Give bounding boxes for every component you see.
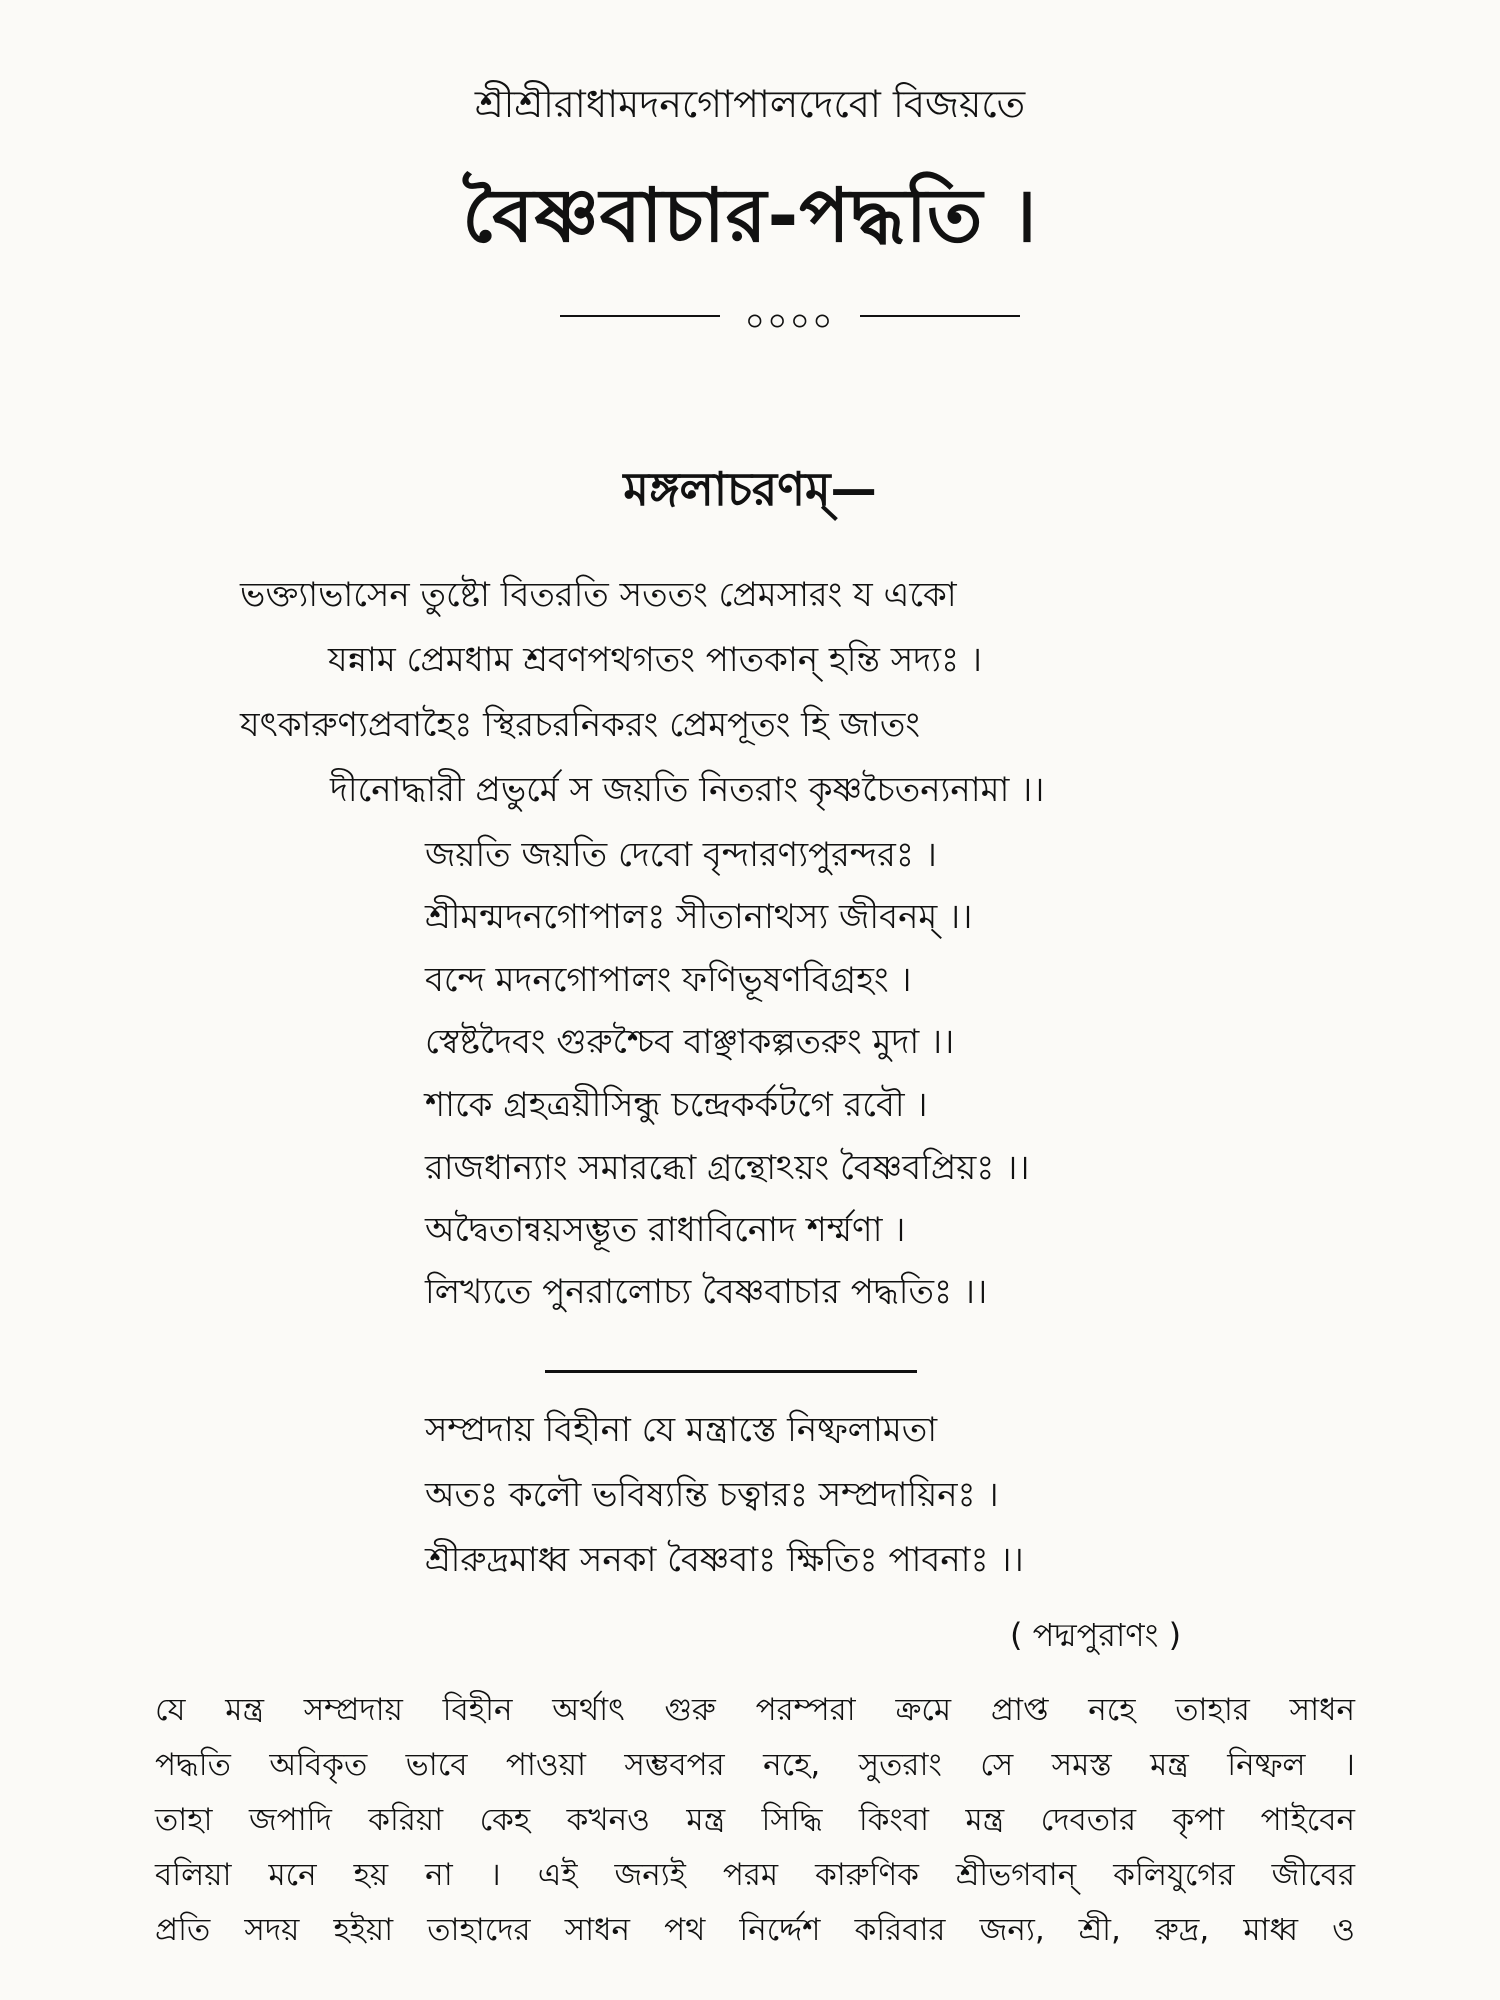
verse-line: শ্রীরুদ্রমাধ্ব সনকা বৈষ্ণবাঃ ক্ষিতিঃ পাবনাঃ ।।: [425, 1540, 1024, 1580]
verse-line: রাজধান্যাং সমারব্ধো গ্রন্থোঽয়ং বৈষ্ণবপ্রিয়ঃ ।।: [425, 1148, 1030, 1188]
verse-line: অতঃ কলৌ ভবিষ্যন্তি চত্বারঃ সম্প্রদায়িনঃ ।: [425, 1475, 999, 1515]
verse-line: জয়তি জয়তি দেবো বৃন্দারণ্যপুরন্দরঃ ।: [425, 835, 937, 875]
verse-line: যৎকারুণ্যপ্রবাহৈঃ স্থিরচরনিকরং প্রেমপূতং হি জাতং: [240, 705, 920, 745]
ornamental-divider: [560, 295, 1020, 339]
verse-line: দীনোদ্ধারী প্রভুর্মে স জয়তি নিতরাং কৃষ্ণচৈতন্যনামা ।।: [330, 770, 1045, 810]
section-divider: [545, 1370, 917, 1373]
verse-line: বন্দে মদনগোপালং ফণিভূষণবিগ্রহং ।: [425, 960, 912, 1000]
prose-line: পদ্ধতি অবিকৃত ভাবে পাওয়া সম্ভবপর নহে, সুতরাং সে সমস্ত মন্ত্র নিষ্ফল ।: [155, 1747, 1355, 1783]
prose-line: যে মন্ত্র সম্প্রদায় বিহীন অর্থাৎ গুরু পরম্পরা ক্রমে প্রাপ্ত নহে তাহার সাধন: [155, 1692, 1355, 1728]
verse-line: অদ্বৈতান্বয়সম্ভূত রাধাবিনোদ শর্ম্মণা ।: [425, 1210, 906, 1250]
invocation-line: শ্রীশ্রীরাধামদনগোপালদেবো বিজয়তে: [474, 82, 1026, 126]
verse-line: শাকে গ্রহত্রয়ীসিন্ধু চন্দ্রেকর্কটগে রবৌ ।: [425, 1085, 928, 1125]
ornament-left-rule: [560, 315, 720, 317]
verse-line: ভক্ত্যাভাসেন তুষ্টো বিতরতি সততং প্রেমসারং য একো: [240, 575, 957, 615]
ornament-circles: ০০০০: [744, 304, 836, 339]
ornament-right-rule: [860, 315, 1020, 317]
prose-line: বলিয়া মনে হয় না । এই জন্যই পরম কারুণিক শ্রীভগবান্ কলিযুগের জীবের: [155, 1857, 1355, 1893]
verse-citation: ( পদ্মপুরাণং ): [1010, 1616, 1182, 1654]
prose-line: তাহা জপাদি করিয়া কেহ কখনও মন্ত্র সিদ্ধি কিংবা মন্ত্র দেবতার কৃপা পাইবেন: [155, 1802, 1355, 1838]
verse-line: স্বেষ্টদৈবং গুরুশ্চৈব বাঞ্ছাকল্পতরুং মুদা ।।: [425, 1022, 955, 1062]
verse-line: সম্প্রদায় বিহীনা যে মন্ত্রাস্তে নিষ্ফলামতা: [425, 1410, 938, 1450]
section-heading: মঙ্গলাচরণম্—: [623, 462, 877, 516]
verse-line: যন্নাম প্রেমধাম শ্রবণপথগতং পাতকান্ হন্তি সদ্যঃ ।: [328, 640, 983, 680]
prose-line: প্রতি সদয় হইয়া তাহাদের সাধন পথ নির্দ্দেশ করিবার জন্য, শ্রী, রুদ্র, মাধ্ব ও: [155, 1912, 1355, 1948]
verse-line: লিখ্যতে পুনরালোচ্য বৈষ্ণবাচার পদ্ধতিঃ ।।: [425, 1272, 988, 1312]
verse-line: শ্রীমন্মদনগোপালঃ সীতানাথস্য জীবনম্ ।।: [425, 897, 973, 937]
page-title: বৈষ্ণবাচার-পদ্ধতি ।: [462, 173, 1038, 259]
